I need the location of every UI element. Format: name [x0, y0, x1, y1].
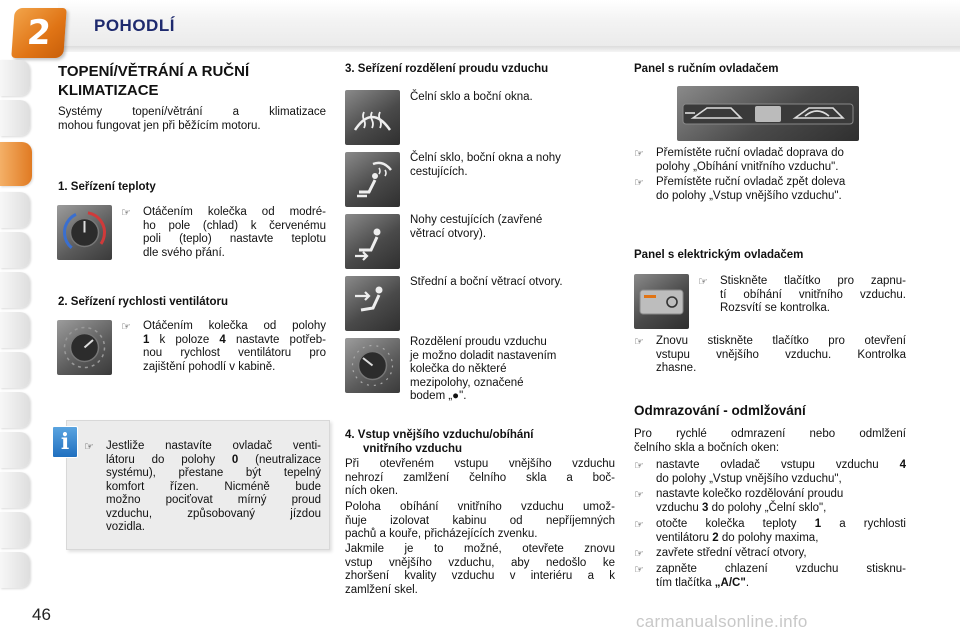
bullet-glyph: ☞: [634, 518, 644, 531]
distribution-2-image: [345, 152, 400, 207]
defrost-bullet-4-text: zavřete střední větrací otvory,: [656, 547, 807, 559]
distribution-4-image: [345, 276, 400, 331]
section2-title: 2. Seřízení rychlosti ventilátoru: [58, 296, 228, 308]
electric-bullet-1: [698, 275, 906, 316]
intro-text: [58, 106, 326, 133]
chapter-number: 2: [25, 13, 53, 53]
defrost-b3-l2-pre: ventilátoru: [656, 531, 713, 544]
defrost-b3-bold: 1: [814, 518, 822, 530]
defrost-b5-post: .: [745, 576, 750, 589]
text-line: cestujících.: [410, 165, 468, 178]
defrost-b2-pre: vzduchu: [656, 501, 703, 514]
feet-vent-icon: [345, 214, 400, 269]
text-line: zhasne.: [656, 362, 697, 374]
text-line: Střední a boční větrací otvory.: [410, 276, 563, 288]
side-tab-13[interactable]: [0, 552, 30, 588]
text-line: pachů a kouře, přicházejících zvenku.: [345, 528, 538, 540]
intro-line2: mohou fungovat jen při běžícím motoru.: [58, 119, 261, 132]
defrost-b1-pre: nastavte ovladač vstupu vzduchu: [656, 459, 900, 471]
defrost-b1-line2: do polohy „Vstup vnějšího vzduchu",: [656, 472, 842, 485]
text-line: vstupu vnějšího vzduchu. Kontrolka: [656, 348, 906, 361]
text-line: dle svého přání.: [143, 246, 225, 259]
defrost-bullet-2: [634, 488, 906, 515]
text-line: zajištění pohodlí v kabině.: [143, 360, 276, 373]
distribution-5-image: [345, 338, 400, 393]
defrost-b3-line2: [656, 532, 906, 546]
bullet-glyph: ☞: [634, 147, 644, 160]
section4-title: [345, 429, 534, 456]
distribution-2-text: [410, 152, 620, 179]
text-line: polohy „Obíhání vnitřního vzduchu".: [656, 160, 839, 173]
section2-line1: Otáčením kolečka od polohy: [143, 320, 326, 332]
text-line: komfort řízen. Nicméně bude: [106, 480, 321, 493]
distribution-1-image: [345, 90, 400, 145]
text-line: čelního skla a bočních oken:: [634, 441, 780, 454]
section4-para3: [345, 543, 615, 597]
section4-title-line1: 4. Vstup vnějšího vzduchu/obíhání: [345, 429, 534, 441]
side-tab-8[interactable]: [0, 352, 30, 388]
text-line: nehrozí zamlžení čelního skla a boč-: [345, 471, 615, 484]
electric-bullet-2-text: [656, 335, 906, 376]
distribution-1-text: [410, 91, 620, 105]
defrost-bullet-1: [634, 459, 906, 486]
side-tab-10[interactable]: [0, 432, 30, 468]
defrost-b3-line1: [656, 518, 906, 532]
temperature-knob-icon: [57, 205, 112, 260]
text-line: Jakmile je to možné, otevřete znovu: [345, 543, 615, 555]
bullet-glyph: ☞: [634, 563, 644, 576]
electric-bullet-1-text: [720, 275, 906, 316]
watermark: carmanualsonline.info: [636, 612, 808, 631]
bullet-glyph: ☞: [634, 547, 644, 560]
text-line: ních oken.: [345, 485, 399, 497]
section3-title: 3. Seřízení rozdělení proudu vzduchu: [345, 63, 549, 75]
text-line: kolečka do některé: [410, 363, 507, 375]
defrost-bullet-3-text: [656, 518, 906, 545]
section2-post: nastavte potřeb-: [225, 333, 326, 346]
section2-bold-1: 1: [143, 333, 150, 346]
bullet-glyph: ☞: [121, 206, 131, 219]
defrost-b5-line1: zapněte chlazení vzduchu stisknu-: [656, 563, 906, 575]
text-line: do polohy „Vstup vnějšího vzduchu".: [656, 189, 842, 202]
defrost-b3-l2-bold: 2: [712, 531, 719, 544]
text-line: Přemístěte ruční ovladač zpět doleva: [656, 176, 846, 188]
side-tab-12[interactable]: [0, 512, 30, 548]
manual-bullet-2: [634, 176, 906, 203]
text-line: Rozdělení proudu vzduchu: [410, 336, 547, 348]
section4-para2: [345, 501, 615, 542]
defrost-b1-bold: 4: [899, 459, 906, 471]
section2-bold-4: 4: [219, 333, 226, 346]
side-tab-6[interactable]: [0, 272, 30, 308]
defrost-bullet-2-text: [656, 488, 906, 515]
text-line: Nohy cestujících (zavřené: [410, 214, 543, 226]
side-tab-11[interactable]: [0, 472, 30, 508]
face-vent-icon: [345, 276, 400, 331]
text-line: vstup vnějšího vzduchu, aby nedošlo ke: [345, 556, 615, 569]
intro-line1: Systémy topení/větrání a klimatizace: [58, 106, 326, 118]
fan-speed-knob-icon: [57, 320, 112, 375]
defrost-b3-l2-post: do polohy maxima,: [718, 531, 819, 544]
text-line: Rozsvítí se kontrolka.: [720, 302, 830, 314]
text-line: Poloha obíhání vnitřního vzduchu umož-: [345, 501, 615, 513]
text-line: Čelní sklo a boční okna.: [410, 91, 533, 103]
text-line: je možno doladit nastavením: [410, 349, 557, 362]
defrost-bullet-4: [634, 547, 906, 561]
text-line: Při otevřeném vstupu vnějšího vzduchu: [345, 458, 615, 470]
text-line: ňuje izolovat kabinu od nepříjemných: [345, 514, 615, 527]
windscreen-feet-icon: [345, 152, 400, 207]
side-tab-9[interactable]: [0, 392, 30, 428]
page-number: 46: [32, 605, 51, 624]
windscreen-demist-icon: [345, 90, 400, 145]
text-line: Přemístěte ruční ovladač doprava do: [656, 147, 844, 159]
fan-speed-knob-image: [57, 320, 112, 375]
defrost-b5-bold: „A/C": [714, 576, 746, 589]
defrost-intro: [634, 428, 906, 455]
text-line: větrací otvory).: [410, 227, 487, 240]
distribution-3-text: [410, 214, 620, 241]
distribution-knob-icon: [345, 338, 400, 393]
header-band: [58, 0, 960, 52]
text-line: tí obíhání vnitřního vzduchu.: [720, 288, 906, 301]
text-line: Čelní sklo, boční okna a nohy: [410, 152, 561, 164]
info-bold-0: 0: [231, 453, 239, 466]
bullet-glyph: ☞: [634, 488, 644, 501]
info-rest: [106, 467, 321, 535]
section2-bullet: [121, 320, 326, 374]
section2-rest: [143, 347, 326, 374]
text-line: možno pociťovat mírný proud: [106, 494, 321, 506]
text-line: systému), přestane být tepelný: [106, 467, 321, 479]
text-line: Znovu stiskněte tlačítko pro otevření: [656, 335, 906, 347]
side-tab-7[interactable]: [0, 312, 30, 348]
text-line: bodem „●".: [410, 390, 467, 402]
bullet-glyph: ☞: [634, 335, 644, 348]
info-line2-pre: látoru do polohy: [106, 453, 232, 466]
text-line: ho pole (chlad) k červenému: [143, 219, 326, 232]
text-line: zamlžení skel.: [345, 583, 418, 596]
defrost-b2-line1: nastavte kolečko rozdělování proudu: [656, 488, 844, 500]
text-line: Stiskněte tlačítko pro zapnu-: [720, 275, 906, 287]
info-line2: [106, 454, 321, 468]
temperature-knob-image: [57, 205, 112, 260]
manual-panel-image: [677, 86, 859, 141]
info-icon: i: [52, 426, 78, 458]
defrost-b2-bold: 3: [702, 501, 709, 514]
main-title-line2: KLIMATIZACE: [58, 82, 159, 99]
distribution-5-text: [410, 336, 620, 404]
manual-bullet-1: [634, 147, 906, 174]
side-tab-1[interactable]: [0, 60, 30, 96]
bullet-glyph: ☞: [84, 440, 94, 453]
defrost-b3-post: a rychlosti: [821, 518, 906, 530]
text-line: Otáčením kolečka od modré-: [143, 206, 326, 218]
manual-bullet-2-text: [656, 176, 906, 203]
section2-text: [143, 320, 326, 374]
defrost-bullet-3: [634, 518, 906, 545]
info-line1: Jestliže nastavíte ovladač venti-: [106, 440, 321, 452]
main-title: [58, 62, 249, 100]
bullet-glyph: ☞: [121, 320, 131, 333]
electric-panel-title: Panel s elektrickým ovladačem: [634, 249, 804, 261]
text-line: vozidla.: [106, 521, 145, 533]
side-tab-5[interactable]: [0, 232, 30, 268]
manual-bullet-1-text: [656, 147, 906, 174]
defrost-b2-line2: [656, 502, 906, 516]
defrost-b5-pre: tím tlačítka: [656, 576, 715, 589]
text-line: vzduchu, způsobovaný jízdou: [106, 507, 321, 520]
recirculation-slider-icon: [677, 86, 859, 141]
defrost-b5-line2: [656, 577, 906, 591]
chapter-number-tab: [11, 8, 66, 58]
distribution-4-text: [410, 276, 620, 290]
distribution-3-image: [345, 214, 400, 269]
electric-panel-image: [634, 274, 689, 329]
side-tab-active[interactable]: [0, 142, 32, 186]
electric-bullet-2: [634, 335, 906, 376]
defrost-bullet-5: [634, 563, 906, 590]
section4-title-line2: vnitřního vzduchu: [363, 442, 463, 455]
section4-para1: [345, 458, 615, 499]
section2-line2: [143, 334, 326, 348]
defrost-b2-post: do polohy „Čelní sklo",: [708, 501, 827, 514]
manual-panel-title: Panel s ručním ovladačem: [634, 63, 779, 75]
info-line2-post: (neutralizace: [238, 453, 321, 466]
defrost-b1-line1: [656, 459, 906, 473]
section1-title: 1. Seřízení teploty: [58, 181, 156, 193]
section2-mid: k poloze: [149, 333, 220, 346]
text-line: zhoršení kvality vzduchu v interiéru a k: [345, 570, 615, 582]
section1-bullet: [121, 206, 326, 260]
bullet-glyph: ☞: [634, 459, 644, 472]
text-line: Pro rychlé odmrazení nebo odmlžení: [634, 428, 906, 440]
chapter-title: POHODLÍ: [94, 16, 175, 35]
defrost-title: Odmrazování - odmlžování: [634, 403, 806, 418]
bullet-glyph: ☞: [698, 275, 708, 288]
defrost-bullet-5-text: [656, 563, 906, 590]
side-tab-4[interactable]: [0, 192, 30, 228]
defrost-b3-pre: otočte kolečka teploty: [656, 518, 815, 530]
bullet-glyph: ☞: [634, 176, 644, 189]
section1-text: [143, 206, 326, 260]
recirculation-button-icon: [634, 274, 689, 329]
side-tab-2[interactable]: [0, 100, 30, 136]
text-line: poli (teplo) nastavte teplotu: [143, 233, 326, 245]
text-line: nou rychlost ventilátoru pro: [143, 347, 326, 359]
info-bullet: [84, 440, 321, 535]
defrost-bullet-1-text: [656, 459, 906, 486]
main-title-line1: TOPENÍ/VĚTRÁNÍ A RUČNÍ: [58, 63, 250, 80]
info-text: [106, 440, 321, 535]
text-line: mezipolohy, označené: [410, 376, 524, 389]
